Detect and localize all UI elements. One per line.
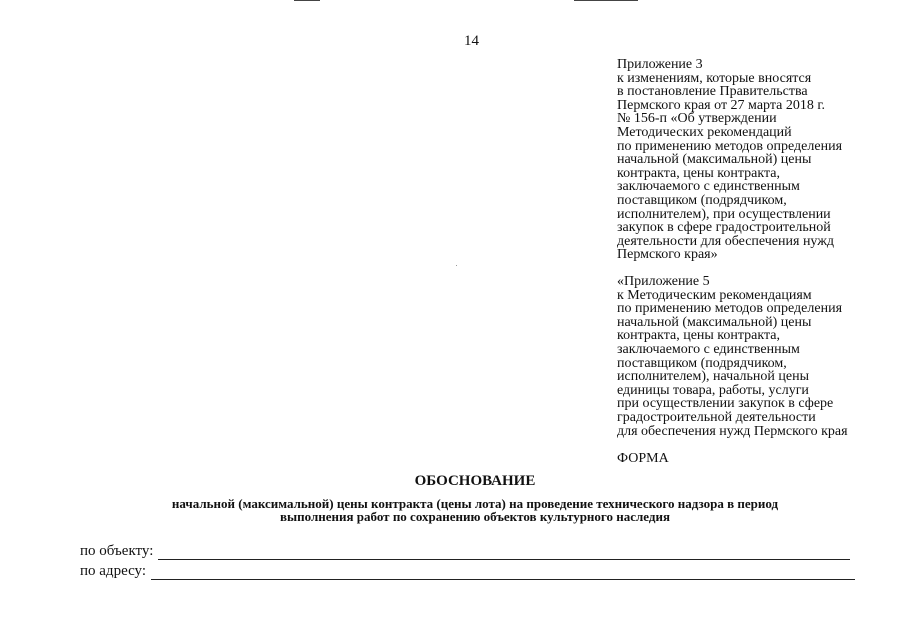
appendix-3-line: Методических рекомендаций [617, 124, 792, 140]
appendix-3-line: Пермского края» [617, 247, 718, 263]
object-fill-line[interactable] [158, 545, 850, 560]
appendix-5-block [617, 275, 848, 438]
appendix-5-line: начальной (максимальной) цены [617, 314, 812, 330]
appendix-3-line: в постановление Правительства [617, 84, 808, 100]
appendix-3-line: деятельности для обеспечения нужд [617, 233, 835, 249]
document-subtitle [30, 497, 905, 523]
form-label: ФОРМА [617, 451, 669, 466]
appendix-3-line: закупок в сфере градостроительной [617, 220, 831, 236]
document-subtitle-line: начальной (максимальной) цены контракта (цены лота) на проведение технического надзора в период [171, 496, 779, 511]
appendix-5-line: контракта, цены контракта, [617, 328, 781, 344]
appendix-5-line: исполнителем), начальной цены [617, 369, 810, 385]
appendix-3-line: Приложение 3 [617, 57, 703, 72]
document-title: ОБОСНОВАНИЕ [414, 473, 536, 489]
appendix-5-line: «Приложение 5 [617, 274, 710, 289]
appendix-3-line: по применению методов определения [617, 138, 843, 154]
appendix-3-line: контракта, цены контракта, [617, 165, 781, 181]
appendix-5-line: поставщиком (подрядчиком, [617, 355, 787, 371]
appendix-3-line: к изменениям, которые вносятся [617, 70, 812, 86]
object-field [80, 543, 850, 560]
appendix-5-line: единицы товара, работы, услуги [617, 382, 809, 398]
appendix-3-line: поставщиком (подрядчиком, [617, 192, 787, 208]
top-rule-left [294, 0, 320, 1]
appendix-5-line: для обеспечения нужд Пермского края [617, 423, 848, 439]
appendix-3-line: заключаемого с единственным [617, 179, 800, 195]
appendix-3-line: № 156-п «Об утверждении [617, 111, 777, 127]
top-rule-right [574, 0, 638, 1]
page-number: 14 [464, 33, 479, 49]
appendix-3-line: Пермского края от 27 марта 2018 г. [617, 97, 826, 113]
appendix-5-line: при осуществлении закупок в сфере [617, 396, 834, 412]
appendix-5-line: градостроительной деятельности [617, 409, 816, 425]
appendix-3-line: начальной (максимальной) цены [617, 152, 812, 168]
address-field [80, 563, 855, 580]
appendix-3-block [617, 58, 842, 262]
address-fill-line[interactable] [151, 565, 855, 580]
scan-speck [456, 265, 457, 266]
appendix-5-line: по применению методов определения [617, 301, 843, 317]
document-subtitle-line: выполнения работ по сохранению объектов культурного наследия [279, 509, 671, 524]
object-field-label: по объекту: [80, 543, 154, 559]
appendix-5-line: заключаемого с единственным [617, 341, 800, 357]
appendix-5-line: к Методическим рекомендациям [617, 287, 812, 303]
address-field-label: по адресу: [80, 563, 147, 579]
appendix-3-line: исполнителем), при осуществлении [617, 206, 831, 222]
